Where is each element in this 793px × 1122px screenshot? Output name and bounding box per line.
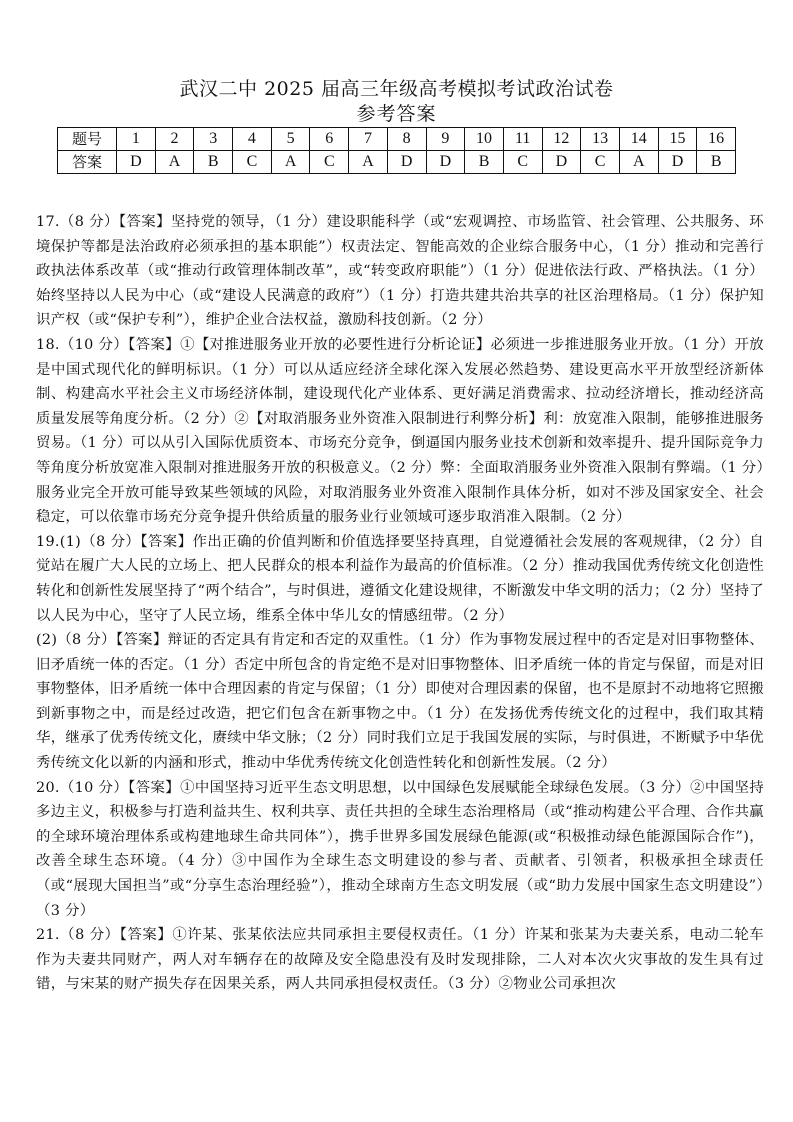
row-label-question: 题号 bbox=[58, 128, 117, 151]
question-number-row bbox=[58, 128, 736, 151]
answer-cell: B bbox=[465, 151, 504, 174]
question-number: 15 bbox=[658, 128, 697, 151]
row-label-answer: 答案 bbox=[58, 151, 117, 174]
answer-cell: C bbox=[233, 151, 272, 174]
answer-cell: C bbox=[503, 151, 542, 174]
document-title: 武汉二中 2025 届高三年级高考模拟考试政治试卷 bbox=[179, 78, 614, 100]
question-number: 3 bbox=[194, 128, 233, 151]
answer-cell: D bbox=[542, 151, 581, 174]
question-number: 2 bbox=[155, 128, 194, 151]
question-number: 5 bbox=[271, 128, 310, 151]
answer-cell: C bbox=[310, 151, 349, 174]
answer-paragraph-19-2: (2)（8 分）【答案】辩证的否定具有肯定和否定的双重性。（1 分）作为事物发展过程中的否定是对旧事物整体、旧矛盾统一体的否定。（1 分）否定中所包含的肯定绝不是对旧事物整体、旧矛盾统一体的肯定与保留，而是对旧事物整体，旧矛盾统一体中合理因素的肯定与保留；（1 分）即使对合理因素的保留，也不是原封不动地将它照搬到新事物之中，而是经过改造，把它们包含在新事物之中。（1 分）在发扬优秀传统文化的过程中，我们取其精华，继承了优秀传统文化，赓续中华文脉；（2 分）同时我们立足于我国发展的实际，与时俱进，不断赋予中华优秀传统文化以新的内涵和形式，推动中华优秀传统文化创造性转化和创新性发展。（2 分） bbox=[36, 632, 764, 772]
question-number: 9 bbox=[426, 128, 465, 151]
answer-explanations bbox=[36, 210, 764, 997]
question-number: 7 bbox=[349, 128, 388, 151]
answer-paragraph-20: 20.（10 分）【答案】①中国坚持习近平生态文明思想，以中国绿色发展赋能全球绿色发展。（3 分）②中国坚持多边主义，积极参与打造利益共生、权利共享、责任共担的全球生态治理格局（或“推动构建公平合理、合作共赢的全球环境治理体系或构建地球生命共同体”），携手世界多国发展绿色能源(或“积极推动绿色能源国际合作”)，改善全球生态环境。（4 分）③中国作为全球生态文明建设的参与者、贡献者、引领者，积极承担全球责任（或“展现大国担当”或“分享生态治理经验”），推动全球南方生态文明发展（或“助力发展中国家生态文明建设”）（3 分） bbox=[36, 779, 764, 919]
question-number: 10 bbox=[465, 128, 504, 151]
answer-cell: D bbox=[117, 151, 156, 174]
question-number: 4 bbox=[233, 128, 272, 151]
answer-paragraph-17: 17.（8 分）【答案】坚持党的领导，（1 分）建设职能科学（或“宏观调控、市场监管、社会管理、公共服务、环境保护等都是法治政府必须承担的基本职能”）权责法定、智能高效的企业综合服务中心，（1 分）推动和完善行政执法体系改革（或“推动行政管理体制改革”，或“转变政府职能”）（1 分）促进依法行政、严格执法。（1 分）始终坚持以人民为中心（或“建设人民满意的政府”）（1 分）打造共建共治共享的社区治理格局。（1 分）保护知识产权（或“保护专利”），维护企业合法权益，激励科技创新。（2 分） bbox=[36, 214, 764, 329]
answer-paragraph-19-1: 19.(1)（8 分）【答案】作出正确的价值判断和价值选择要坚持真理，自觉遵循社会发展的客观规律，（2 分）自觉站在履广大人民的立场上、把人民群众的根本利益作为最高的价值标准。（2 分）推动我国优秀传统文化创造性转化和创新性发展坚持了“两个结合”，与时俱进，遵循文化建设规律，不断激发中华文明的活力；（2 分）坚持了以人民为中心，坚守了人民立场，维系全体中华儿女的情感纽带。（2 分） bbox=[36, 533, 764, 624]
answer-cell: C bbox=[581, 151, 620, 174]
question-number: 1 bbox=[117, 128, 156, 151]
answer-table bbox=[57, 127, 736, 174]
answer-cell: A bbox=[271, 151, 310, 174]
answer-cell: A bbox=[155, 151, 194, 174]
answer-cell: D bbox=[426, 151, 465, 174]
question-number: 6 bbox=[310, 128, 349, 151]
question-number: 14 bbox=[619, 128, 658, 151]
question-number: 12 bbox=[542, 128, 581, 151]
question-number: 13 bbox=[581, 128, 620, 151]
question-number: 11 bbox=[503, 128, 542, 151]
question-number: 8 bbox=[387, 128, 426, 151]
answer-cell: A bbox=[619, 151, 658, 174]
document-subtitle: 参考答案 bbox=[356, 103, 437, 125]
answer-cell: B bbox=[194, 151, 233, 174]
answer-cell: B bbox=[697, 151, 736, 174]
answer-cell: D bbox=[658, 151, 697, 174]
question-number: 16 bbox=[697, 128, 736, 151]
answer-paragraph-21: 21.（8 分）【答案】①许某、张某依法应共同承担主要侵权责任。（1 分）许某和张某为夫妻关系，电动二轮车作为夫妻共同财产，两人对车辆存在的故障及安全隐患没有及时发现排除，二人对本次火灾事故的发生具有过错，与宋某的财产损失存在因果关系，两人共同承担侵权责任。（3 分）②物业公司承担次 bbox=[36, 927, 764, 993]
answer-row bbox=[58, 151, 736, 174]
answer-paragraph-18: 18.（10 分）【答案】①【对推进服务业开放的必要性进行分析论证】必须进一步推进服务业开放。（1 分）开放是中国式现代化的鲜明标识。（1 分）可以从适应经济全球化深入发展必然趋势、建设更高水平开放型经济新体制、构建高水平社会主义市场经济体制，建设现代化产业体系、更好满足消费需求、拉动经济增长，推动经济高质量发展等角度分析。（2 分）②【对取消服务业外资准入限制进行利弊分析】利：放宽准入限制，能够推进服务贸易。（1 分）可以从引入国际优质资本、市场充分竞争，倒逼国内服务业技术创新和效率提升、提升国际竞争力等角度分析放宽准入限制对推进服务开放的积极意义。（2 分）弊：全面取消服务业外资准入限制有弊端。（1 分）服务业完全开放可能导致某些领域的风险，对取消服务业外资准入限制作具体分析，如对不涉及国家安全、社会稳定，可以依靠市场充分竞争提升供给质量的服务业行业领域可逐步取消准入限制。（2 分） bbox=[36, 336, 764, 526]
answer-cell: D bbox=[387, 151, 426, 174]
answer-cell: A bbox=[349, 151, 388, 174]
